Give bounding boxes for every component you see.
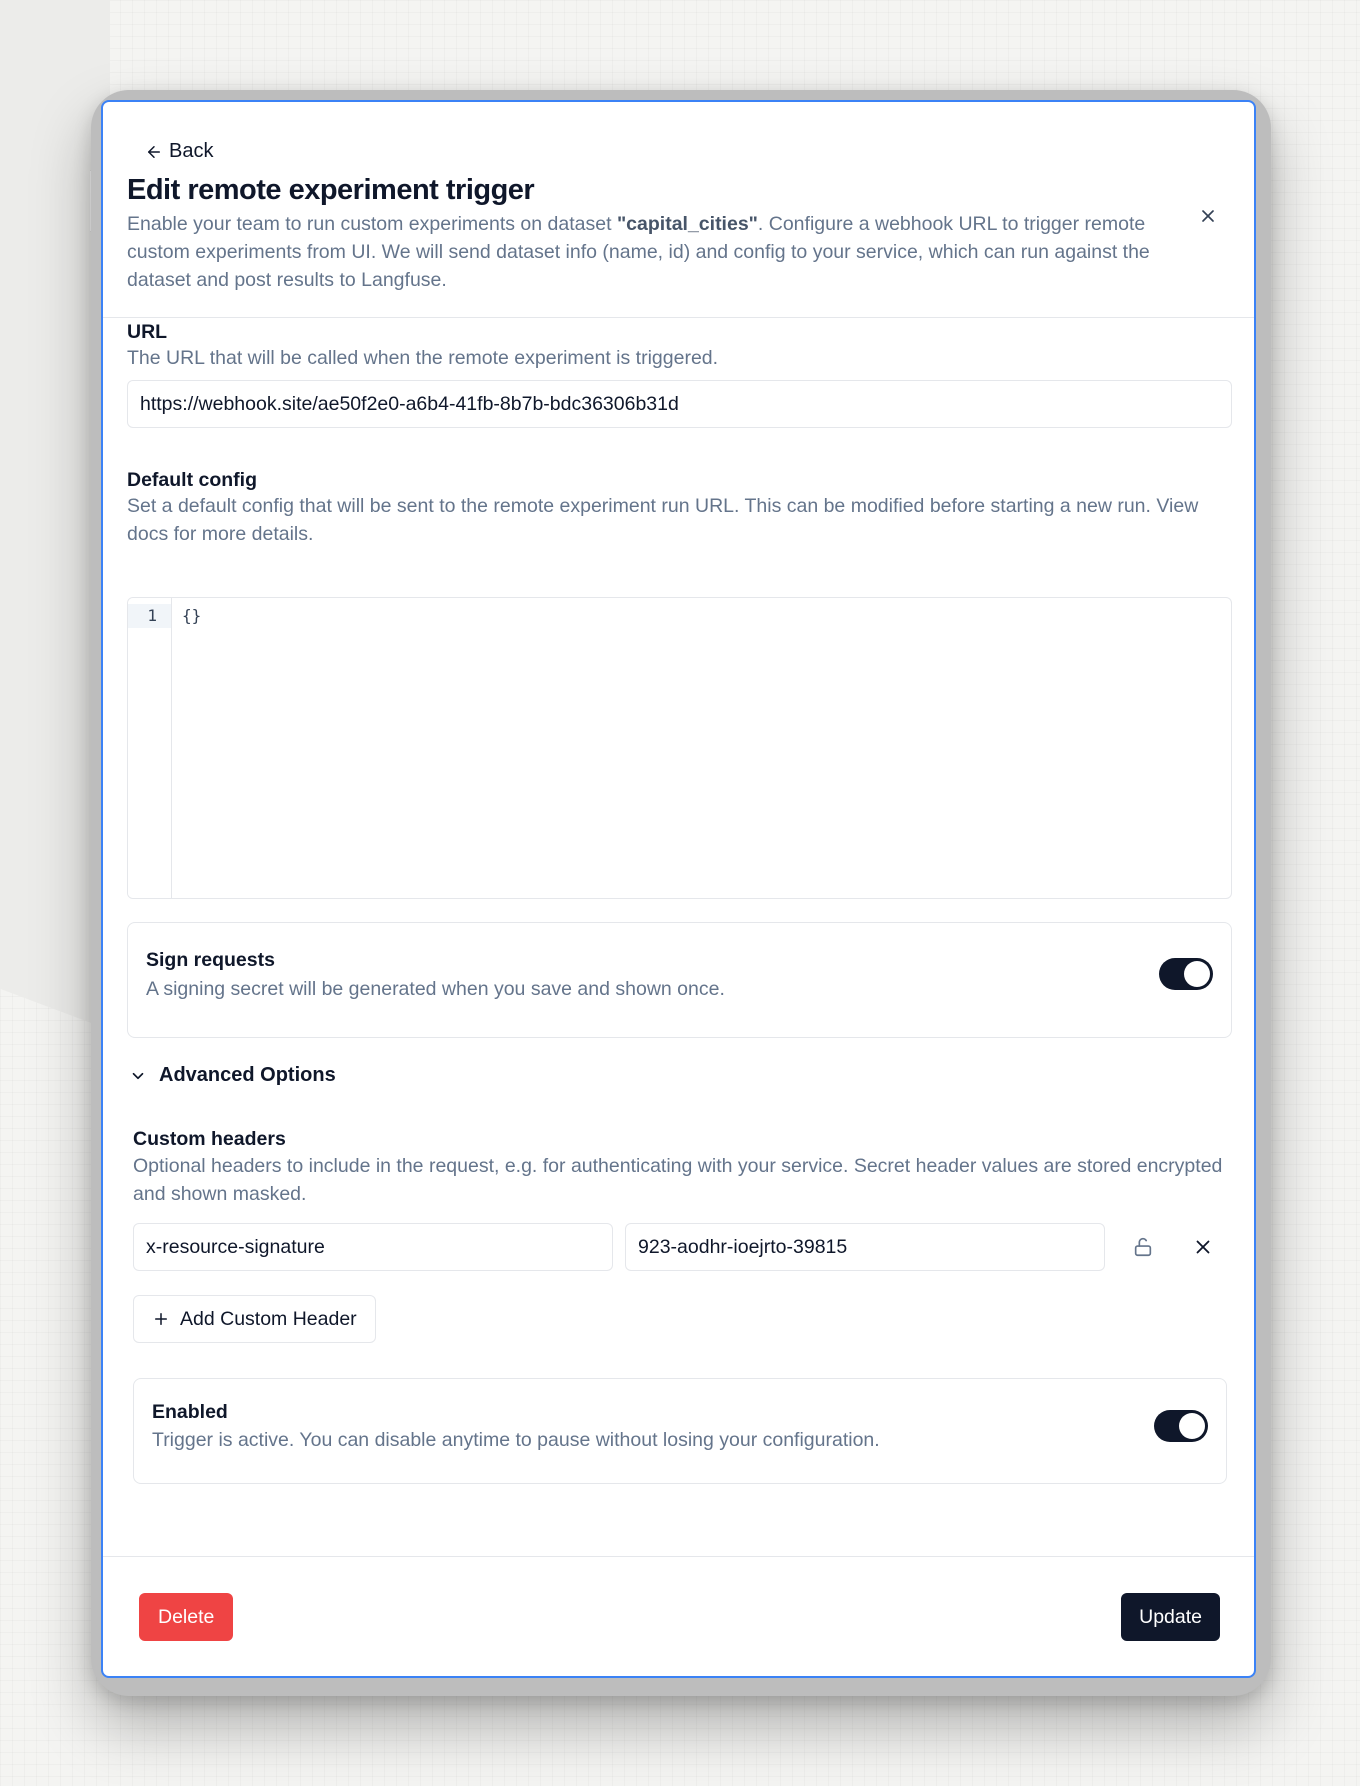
close-button[interactable] [1194, 202, 1222, 230]
sign-requests-title: Sign requests [146, 949, 275, 971]
config-code-editor[interactable] [127, 597, 1232, 899]
close-icon [1198, 206, 1218, 226]
header-encrypt-toggle-button[interactable] [1125, 1229, 1161, 1265]
chevron-down-icon [129, 1067, 147, 1085]
url-input[interactable] [127, 380, 1232, 428]
back-label: Back [169, 140, 214, 162]
description-suffix: . Configure a webhook URL to trigger remote custom experiments from UI. We will send dataset info (name, id) and config to your service, which can run against the dataset and post results to Langfuse. [127, 213, 1150, 291]
add-custom-header-label: Add Custom Header [180, 1307, 357, 1330]
dialog-title: Edit remote experiment trigger [127, 174, 535, 206]
arrow-left-icon [145, 143, 163, 161]
advanced-options-label: Advanced Options [159, 1064, 336, 1086]
header-name-input[interactable] [133, 1223, 613, 1271]
line-number-gutter [128, 598, 172, 898]
remove-header-button[interactable] [1185, 1229, 1221, 1265]
update-button[interactable]: Update [1121, 1593, 1220, 1641]
url-help: The URL that will be called when the remote experiment is triggered. [127, 347, 719, 369]
edit-trigger-dialog [101, 100, 1256, 1678]
enabled-card [133, 1378, 1227, 1484]
description-prefix: Enable your team to run custom experiments on dataset [127, 213, 617, 235]
add-custom-header-button[interactable] [133, 1295, 376, 1343]
advanced-options-toggle[interactable] [129, 1064, 336, 1087]
toggle-knob [1184, 961, 1210, 987]
dialog-footer [103, 1556, 1254, 1678]
custom-headers-help: Optional headers to include in the request, e.g. for authenticating with your service. Secret header values are stored encrypted and shown masked. [133, 1155, 1223, 1205]
sign-requests-card [127, 922, 1232, 1038]
dataset-name: "capital_cities" [616, 213, 758, 235]
enabled-toggle[interactable] [1154, 1410, 1208, 1442]
sign-requests-toggle[interactable] [1159, 958, 1213, 990]
delete-button[interactable]: Delete [139, 1593, 233, 1641]
header-value-input[interactable] [625, 1223, 1105, 1271]
back-button[interactable] [145, 140, 213, 163]
unlock-icon [1132, 1236, 1154, 1258]
default-config-label: Default config [127, 469, 257, 491]
toggle-knob [1179, 1413, 1205, 1439]
url-label: URL [127, 321, 168, 343]
enabled-title: Enabled [152, 1401, 228, 1423]
dialog-description [127, 210, 1167, 294]
custom-headers-label: Custom headers [133, 1128, 286, 1150]
line-number: 1 [128, 604, 171, 628]
code-line[interactable]: {} [182, 606, 202, 625]
close-icon [1192, 1236, 1214, 1258]
default-config-help: Set a default config that will be sent to the remote experiment run URL. This can be modified before starting a new run. View docs for more details. [127, 495, 1199, 545]
sign-requests-description: A signing secret will be generated when you save and shown once. [146, 978, 725, 1000]
enabled-description: Trigger is active. You can disable anytime to pause without losing your configuration. [152, 1429, 880, 1451]
plus-icon [152, 1310, 170, 1328]
dialog-header [103, 102, 1254, 318]
